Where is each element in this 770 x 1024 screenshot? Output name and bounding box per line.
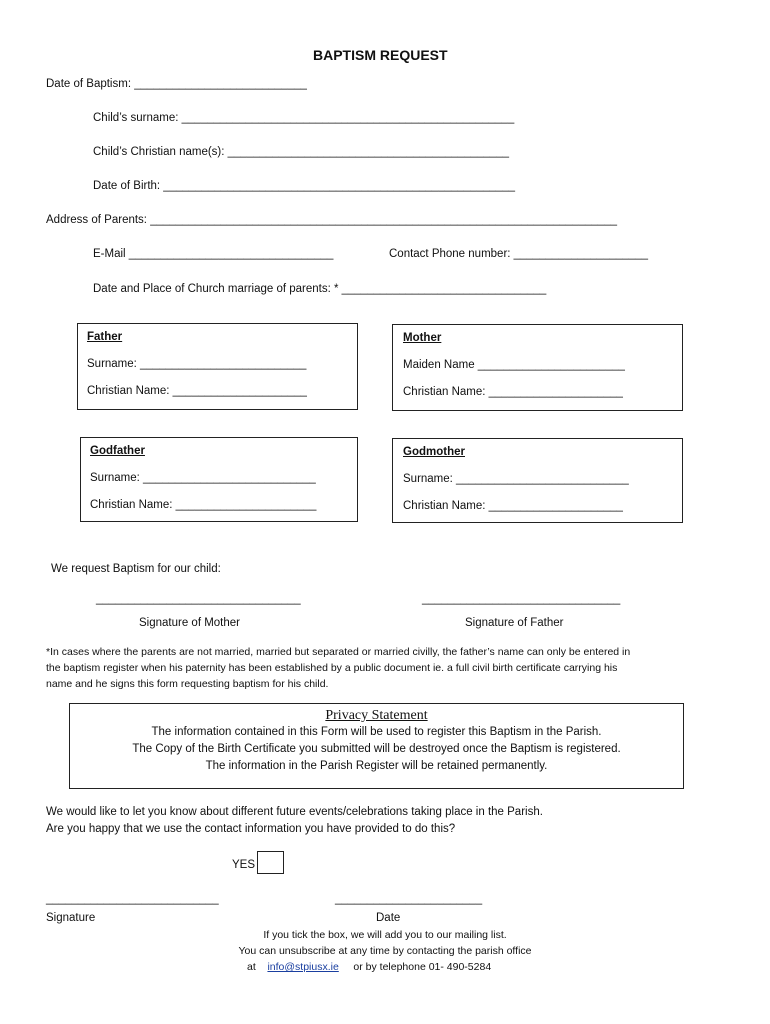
email-field[interactable]: E-Mail ________________________________	[93, 248, 334, 260]
father-surname-field[interactable]: Surname: __________________________	[87, 358, 307, 370]
child-surname-field[interactable]: Child’s surname: ____________________________________________________	[93, 112, 515, 124]
footer-telephone-text: or by telephone 01- 490-5284	[353, 961, 492, 973]
mother-christian-name-field[interactable]: Christian Name: _____________________	[403, 386, 623, 398]
mother-signature-line[interactable]: ________________________________	[96, 593, 301, 605]
godfather-surname-field[interactable]: Surname: ___________________________	[90, 472, 316, 484]
address-of-parents-field[interactable]: Address of Parents: _________________________________________________________________________	[46, 214, 618, 226]
godfather-heading: Godfather	[90, 445, 145, 457]
signature-of-mother-label: Signature of Mother	[139, 617, 241, 629]
date-of-baptism-field[interactable]: Date of Baptism: ___________________________	[46, 78, 307, 90]
privacy-line-3: The information in the Parish Register will be retained permanently.	[205, 760, 548, 772]
privacy-heading: Privacy Statement	[325, 708, 428, 723]
godmother-surname-field[interactable]: Surname: ___________________________	[403, 473, 629, 485]
yes-checkbox[interactable]	[257, 851, 284, 874]
events-line-2: Are you happy that we use the contact information you have provided to do this?	[46, 823, 456, 835]
request-text: We request Baptism for our child:	[51, 563, 221, 575]
bottom-signature-line[interactable]: ___________________________	[46, 893, 219, 905]
events-line-1: We would like to let you know about different future events/celebrations taking place in the Parish.	[46, 806, 543, 818]
date-of-birth-field[interactable]: Date of Birth: _______________________________________________________	[93, 180, 516, 192]
father-box	[77, 323, 358, 410]
godmother-heading: Godmother	[403, 446, 465, 458]
mother-heading: Mother	[403, 332, 442, 344]
page-title: BAPTISM REQUEST	[313, 47, 448, 63]
father-christian-name-field[interactable]: Christian Name: _____________________	[87, 385, 307, 397]
bottom-date-line[interactable]: _______________________	[335, 893, 483, 905]
privacy-statement-box	[69, 703, 684, 789]
footer-line-3	[247, 961, 491, 973]
privacy-line-1: The information contained in this Form will be used to register this Baptism in the Parish.	[151, 726, 602, 738]
father-heading: Father	[87, 331, 123, 343]
note-line-1: *In cases where the parents are not married, married but separated or married civilly, the father’s name can only be entered in	[46, 646, 631, 658]
mother-box	[392, 324, 683, 411]
footer-at-text: at	[247, 961, 256, 973]
signature-of-father-label: Signature of Father	[465, 617, 564, 629]
godfather-christian-name-field[interactable]: Christian Name: ______________________	[90, 499, 317, 511]
bottom-signature-label: Signature	[46, 912, 96, 924]
bottom-date-label: Date	[376, 912, 401, 924]
godmother-box	[392, 438, 683, 523]
mother-maiden-name-field[interactable]: Maiden Name _______________________	[403, 359, 625, 371]
note-line-2: the baptism register when his paternity has been established by a public document ie. a full civil birth certificate carrying his	[46, 662, 618, 674]
godmother-christian-name-field[interactable]: Christian Name: _____________________	[403, 500, 623, 512]
note-line-3: name and he signs this form requesting baptism for his child.	[46, 678, 329, 690]
contact-phone-field[interactable]: Contact Phone number: _____________________	[389, 248, 648, 260]
footer-line-1: If you tick the box, we will add you to our mailing list.	[263, 929, 507, 941]
yes-label: YES	[232, 859, 256, 871]
footer-line-2: You can unsubscribe at any time by contacting the parish office	[238, 945, 532, 957]
marriage-field[interactable]: Date and Place of Church marriage of parents: * ________________________________	[93, 283, 547, 295]
godfather-box	[80, 437, 358, 522]
privacy-line-2: The Copy of the Birth Certificate you submitted will be destroyed once the Baptism is registered.	[132, 743, 621, 755]
child-christian-names-field[interactable]: Child’s Christian name(s): ____________________________________________	[93, 146, 510, 158]
father-signature-line[interactable]: _______________________________	[422, 593, 621, 605]
email-link[interactable]: info@stpiusx.ie	[267, 961, 339, 973]
